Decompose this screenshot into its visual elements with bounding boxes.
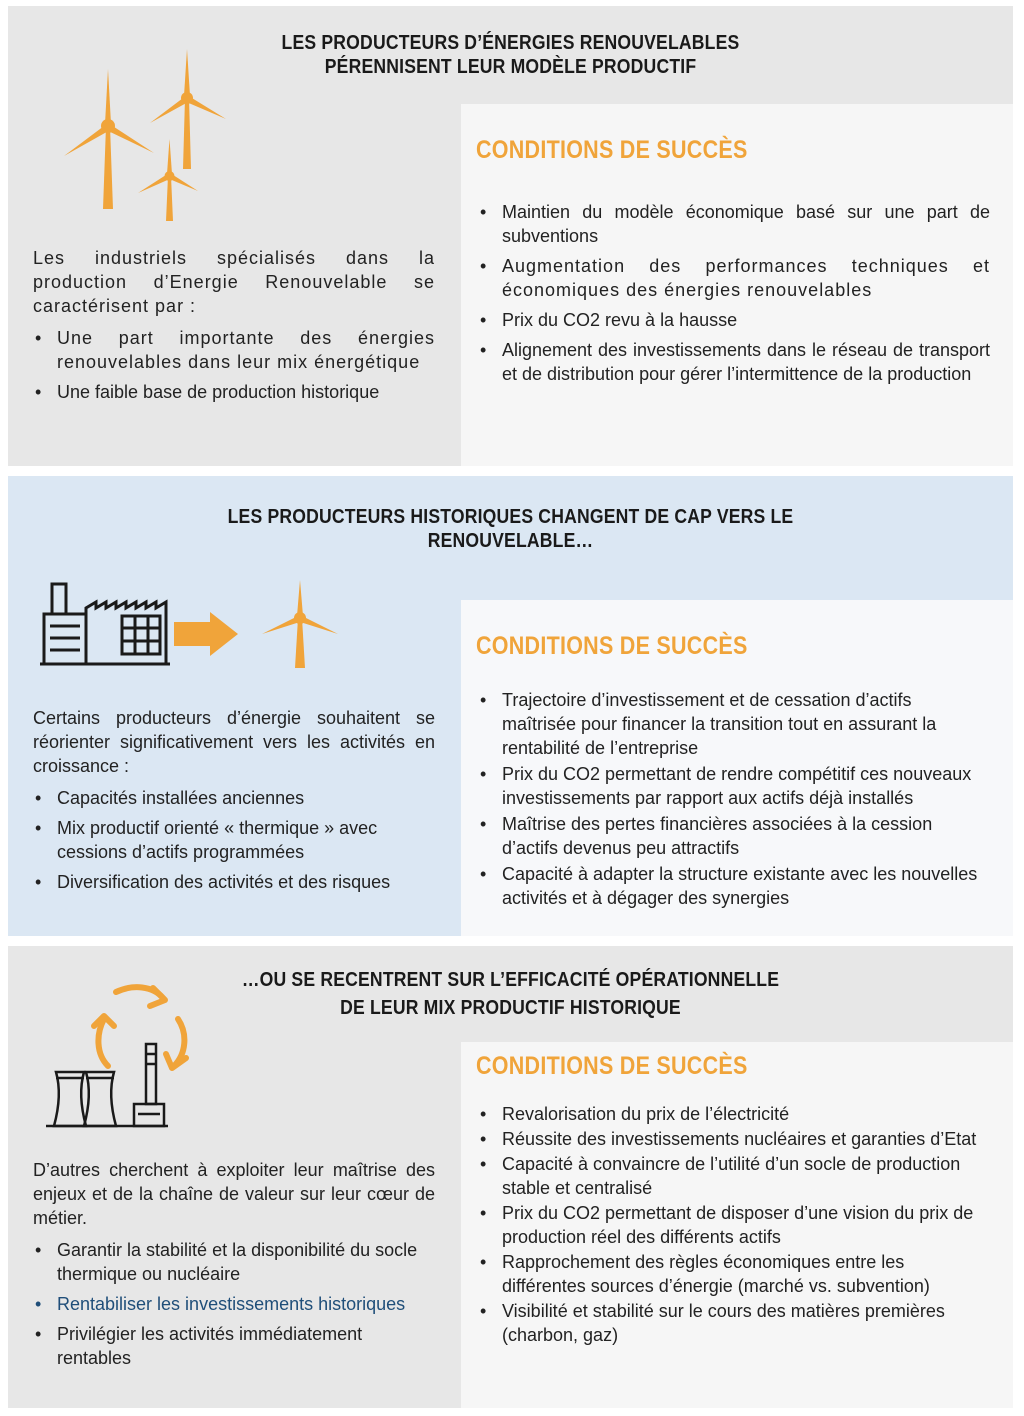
list-item: • Trajectoire d’investissement et de cessation d’actifs maîtrisée pour financer la transition tout en assurant la rentabilité de l’entreprise	[478, 688, 990, 760]
left-description	[33, 1158, 435, 1376]
conditions-list	[478, 1102, 990, 1348]
left-description	[33, 246, 435, 410]
conditions-panel	[461, 104, 1013, 466]
intro-text: Les industriels spécialisés dans la production d’Energie Renouvelable se caractérisent par :	[33, 248, 435, 316]
characteristics-list	[33, 326, 435, 404]
list-item: • Une faible base de production historique	[33, 380, 435, 404]
list-item: • Rapprochement des règles économiques entre les différentes sources d’énergie (marché vs. subvention)	[478, 1250, 990, 1298]
list-item: • Prix du CO2 revu à la hausse	[478, 308, 990, 332]
conditions-title: CONDITIONS DE SUCCÈS	[476, 1052, 748, 1080]
section-title: …OU SE RECENTRENT SUR L’EFFICACITÉ OPÉRATIONNELLE DE LEUR MIX PRODUCTIF HISTORIQUE	[241, 969, 780, 1019]
list-item: • Une part importante des énergies renouvelables dans leur mix énergétique	[33, 326, 435, 374]
section-renewable-producers	[8, 6, 1013, 466]
factory-to-wind-icon	[40, 576, 340, 671]
conditions-title: CONDITIONS DE SUCCÈS	[476, 632, 748, 660]
list-item: • Maîtrise des pertes financières associées à la cession d’actifs devenus peu attractifs	[478, 812, 990, 860]
list-item: • Prix du CO2 permettant de rendre compétitif ces nouveaux investissements par rapport aux actifs déjà installés	[478, 762, 990, 810]
list-item: • Garantir la stabilité et la disponibilité du socle thermique ou nucléaire	[33, 1238, 435, 1286]
list-item: • Diversification des activités et des risques	[33, 870, 435, 894]
conditions-title: CONDITIONS DE SUCCÈS	[476, 136, 748, 164]
left-description	[33, 706, 435, 900]
list-item: • Alignement des investissements dans le réseau de transport et de distribution pour gérer l’intermittence de la production	[478, 338, 990, 386]
list-item: • Maintien du modèle économique basé sur une part de subventions	[478, 200, 990, 248]
characteristics-list	[33, 1238, 435, 1370]
section-title: LES PRODUCTEURS HISTORIQUES CHANGENT DE CAP VERS LE RENOUVELABLE…	[227, 506, 794, 552]
list-item-highlighted: • Rentabiliser les investissements historiques	[33, 1292, 435, 1316]
characteristics-list	[33, 786, 435, 894]
list-item: • Capacités installées anciennes	[33, 786, 435, 810]
conditions-panel	[461, 600, 1013, 936]
conditions-list	[478, 200, 990, 392]
section-title: LES PRODUCTEURS D’ÉNERGIES RENOUVELABLES PÉRENNISENT LEUR MODÈLE PRODUCTIF	[281, 32, 740, 78]
intro-text: D’autres cherchent à exploiter leur maîtrise des enjeux et de la chaîne de valeur sur leur cœur de métier.	[33, 1160, 435, 1228]
intro-text: Certains producteurs d’énergie souhaitent se réorienter significativement vers les activités en croissance :	[33, 708, 435, 776]
conditions-panel	[461, 1042, 1013, 1408]
list-item: • Prix du CO2 permettant de disposer d’une vision du prix de production réel des différents actifs	[478, 1201, 990, 1249]
list-item: • Augmentation des performances techniques et économiques des énergies renouvelables	[478, 254, 990, 302]
conditions-list	[478, 688, 990, 912]
wind-turbines-icon	[58, 41, 238, 221]
list-item: • Capacité à convaincre de l’utilité d’un socle de production stable et centralisé	[478, 1152, 990, 1200]
list-item: • Mix productif orienté « thermique » avec cessions d’actifs programmées	[33, 816, 435, 864]
list-item: • Privilégier les activités immédiatement rentables	[33, 1322, 435, 1370]
recycling-power-plant-icon	[38, 974, 203, 1139]
list-item: • Revalorisation du prix de l’électricité	[478, 1102, 990, 1126]
list-item: • Visibilité et stabilité sur le cours des matières premières (charbon, gaz)	[478, 1299, 990, 1347]
list-item: • Capacité à adapter la structure existante avec les nouvelles activités et à dégager des synergies	[478, 862, 990, 910]
section-operational-efficiency	[8, 946, 1013, 1408]
list-item: • Réussite des investissements nucléaires et garanties d’Etat	[478, 1127, 990, 1151]
section-historic-producers-shift	[8, 476, 1013, 936]
